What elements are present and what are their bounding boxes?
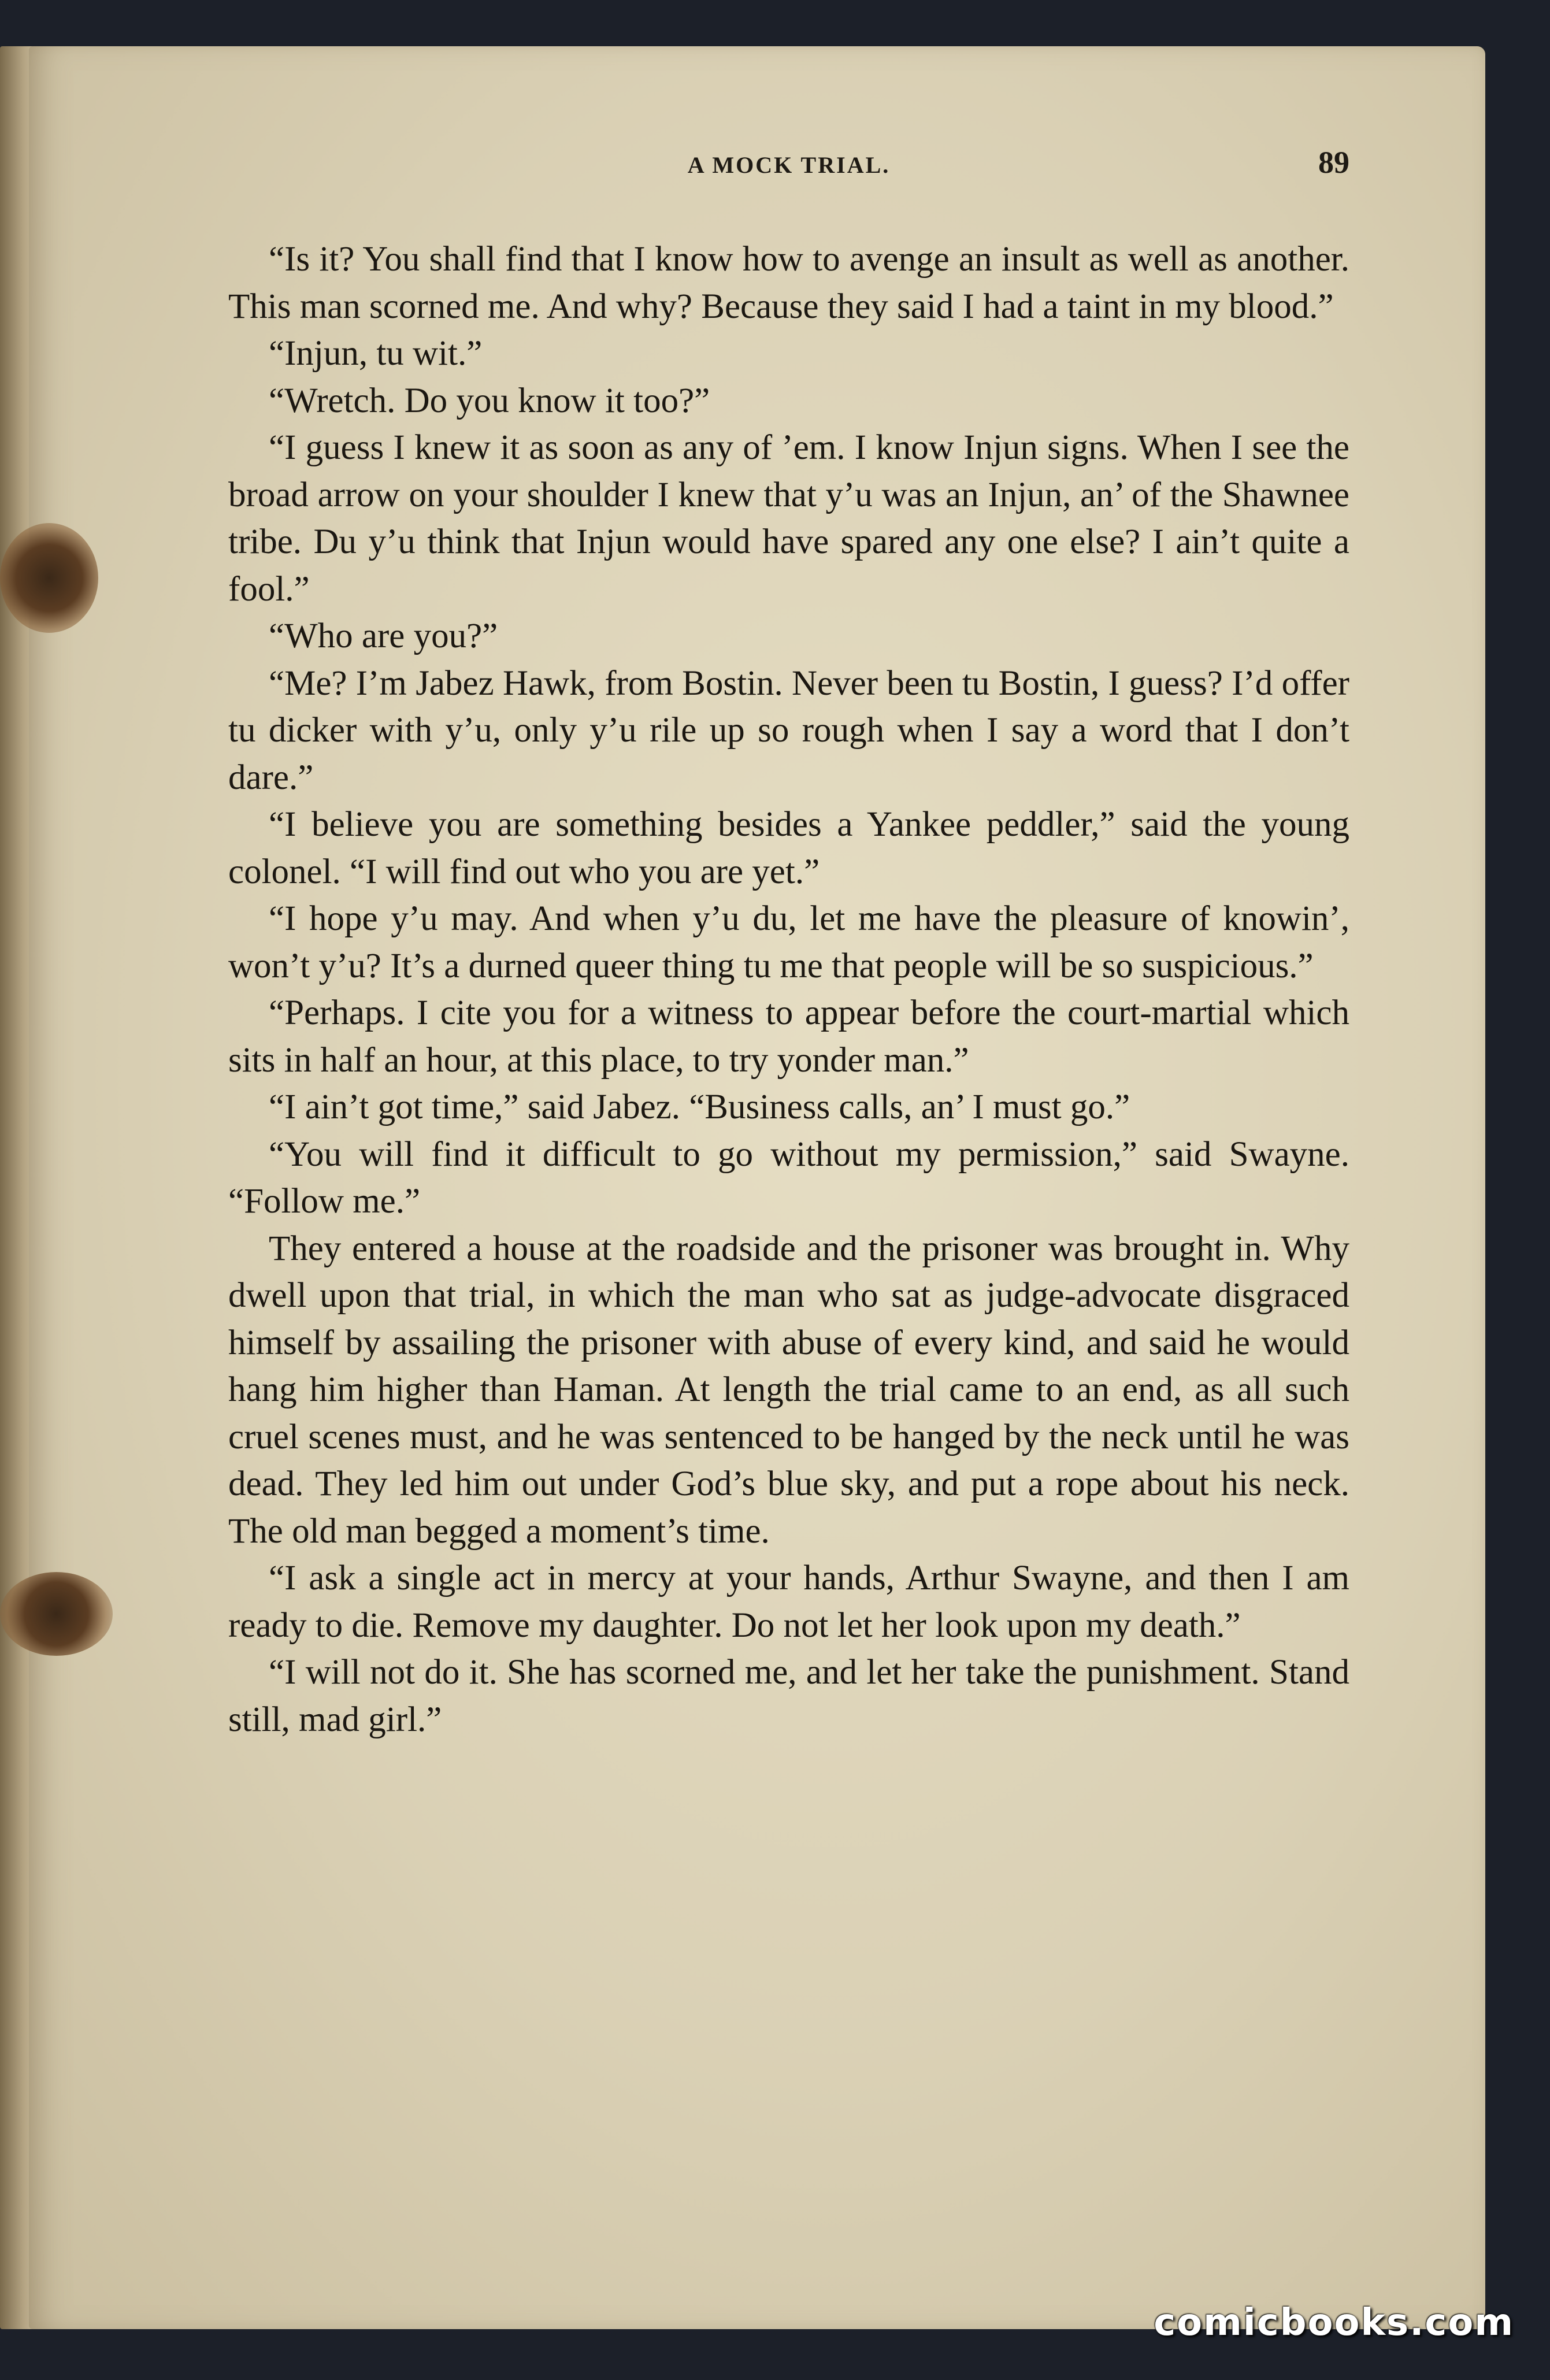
paragraph-1: “Is it? You shall find that I know how to avenge an insult as well as another. This man scorned me. And why? Because they said I had a taint in my blood.” bbox=[228, 240, 1349, 326]
paragraph-4: “I guess I knew it as soon as any of ’em. I know Injun signs. When I see the broad arrow on your shoulder I knew that y’u was an Injun, an’ of the Shawnee tribe. Du y’u think that Injun would have spared any one else? I ain’t quite a fool.” bbox=[228, 428, 1349, 609]
site-watermark: comicbooks.com bbox=[1154, 2301, 1514, 2344]
paragraph-11: “You will find it difficult to go without my permission,” said Swayne. “Follow me.” bbox=[228, 1135, 1349, 1221]
page-number: 89 bbox=[1318, 145, 1349, 180]
page-stain-lower bbox=[0, 1572, 113, 1656]
body-text bbox=[228, 236, 1349, 1743]
paragraph-13: “I ask a single act in mercy at your hands, Arthur Swayne, and then I am ready to die. Remove my daughter. Do not let her look upon my death.” bbox=[228, 1559, 1349, 1645]
paragraph-9: “Perhaps. I cite you for a witness to appear before the court-martial which sits in half an hour, at this place, to try yonder man.” bbox=[228, 993, 1349, 1080]
paragraph-12: They entered a house at the roadside and the prisoner was brought in. Why dwell upon that trial, in which the man who sat as judge-advocate disgraced himself by assailing the prisoner with abuse of every kind, and said he would hang him higher than Haman. At length the trial came to an end, as all such cruel scenes must, and he was sentenced to be hanged by the neck until he was dead. They led him out under God’s blue sky, and put a rope about his neck. The old man begged a moment’s time. bbox=[228, 1229, 1349, 1551]
paragraph-5: “Who are you?” bbox=[269, 617, 498, 655]
paragraph-2: “Injun, tu wit.” bbox=[269, 334, 483, 373]
paragraph-6: “Me? I’m Jabez Hawk, from Bostin. Never been tu Bostin, I guess? I’d offer tu dicker with y’u, only y’u rile up so rough when I say a word that I don’t dare.” bbox=[228, 663, 1349, 797]
paragraph-7: “I believe you are something besides a Yankee peddler,” said the young colonel. “I will find out who you are yet.” bbox=[228, 805, 1349, 891]
page-stain-upper bbox=[0, 523, 98, 633]
page-header bbox=[228, 145, 1349, 198]
paragraph-10: “I ain’t got time,” said Jabez. “Business calls, an’ I must go.” bbox=[269, 1088, 1130, 1126]
paragraph-3: “Wretch. Do you know it too?” bbox=[269, 381, 710, 420]
running-head: A MOCK TRIAL. bbox=[687, 152, 891, 178]
paragraph-14: “I will not do it. She has scorned me, and let her take the punishment. Stand still, mad girl.” bbox=[228, 1653, 1349, 1739]
paragraph-8: “I hope y’u may. And when y’u du, let me have the pleasure of knowin’, won’t y’u? It’s a durned queer thing tu me that people will be so suspicious.” bbox=[228, 899, 1349, 985]
